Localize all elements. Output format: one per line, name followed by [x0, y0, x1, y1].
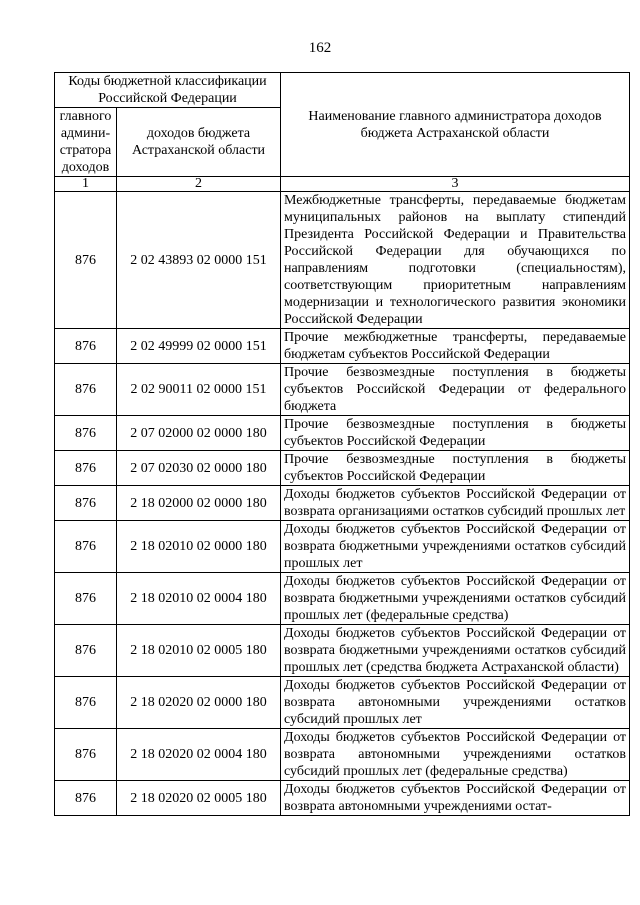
- admin-code-cell: 876: [55, 521, 117, 573]
- header-group-title: Коды бюджетной классификации Российской Федерации: [55, 73, 281, 108]
- column-number-1: 1: [55, 177, 117, 192]
- budget-code-cell: 2 07 02000 02 0000 180: [117, 416, 281, 451]
- table-row: [55, 625, 630, 677]
- admin-code-cell: 876: [55, 625, 117, 677]
- admin-code-cell: 876: [55, 677, 117, 729]
- column-number-3: 3: [281, 177, 630, 192]
- admin-code-cell: 876: [55, 573, 117, 625]
- budget-code-cell: 2 18 02000 02 0000 180: [117, 486, 281, 521]
- budget-code-cell: 2 07 02030 02 0000 180: [117, 451, 281, 486]
- budget-code-cell: 2 02 43893 02 0000 151: [117, 192, 281, 329]
- table-row: [55, 729, 630, 781]
- admin-code-cell: 876: [55, 486, 117, 521]
- admin-code-cell: 876: [55, 781, 117, 816]
- revenue-name-cell: Прочие безвозмездные поступления в бюджеты субъектов Российской Федерации от федерального бюджета: [281, 364, 630, 416]
- table-row: [55, 781, 630, 816]
- budget-code-cell: 2 18 02010 02 0005 180: [117, 625, 281, 677]
- budget-code-cell: 2 18 02020 02 0004 180: [117, 729, 281, 781]
- header-row-group: [55, 73, 630, 108]
- table-row: [55, 573, 630, 625]
- budget-classification-table: [54, 72, 630, 816]
- revenue-name-text: Доходы бюджетов субъектов Российской Федерации от возврата автономными учреждениями остат-: [284, 782, 627, 814]
- page-number: 162: [308, 40, 332, 56]
- revenue-name-cell: Доходы бюджетов субъектов Российской Федерации от возврата бюджетными учреждениями остатков субсидий прошлых лет: [281, 521, 630, 573]
- admin-code-cell: 876: [55, 729, 117, 781]
- revenue-name-cell: Прочие межбюджетные трансферты, передаваемые бюджетам субъектов Российской Федерации: [281, 329, 630, 364]
- budget-code-cell: 2 18 02010 02 0004 180: [117, 573, 281, 625]
- revenue-name-cell: Доходы бюджетов субъектов Российской Федерации от возврата бюджетными учреждениями остатков субсидий прошлых лет (средства бюджета Астраханской области): [281, 625, 630, 677]
- table-row: [55, 192, 630, 329]
- revenue-name-cell: Доходы бюджетов субъектов Российской Федерации от возврата бюджетными учреждениями остатков субсидий прошлых лет (федеральные средства): [281, 573, 630, 625]
- revenue-name-cell: Доходы бюджетов субъектов Российской Федерации от возврата автономными учреждениями остатков субсидий прошлых лет (федеральные средства): [281, 729, 630, 781]
- header-admin-column: главного админи-стратора доходов: [55, 108, 117, 177]
- admin-code-cell: 876: [55, 451, 117, 486]
- admin-code-cell: 876: [55, 416, 117, 451]
- column-number-2: 2: [117, 177, 281, 192]
- revenue-name-cell: Прочие безвозмездные поступления в бюджеты субъектов Российской Федерации: [281, 451, 630, 486]
- budget-code-cell: 2 02 49999 02 0000 151: [117, 329, 281, 364]
- table-row: [55, 364, 630, 416]
- column-number-row: [55, 177, 630, 192]
- budget-code-cell: 2 18 02010 02 0000 180: [117, 521, 281, 573]
- table-row: [55, 677, 630, 729]
- table-row: [55, 451, 630, 486]
- admin-code-cell: 876: [55, 192, 117, 329]
- table-row: [55, 329, 630, 364]
- revenue-name-cell: Прочие безвозмездные поступления в бюджеты субъектов Российской Федерации: [281, 416, 630, 451]
- table-row: [55, 521, 630, 573]
- revenue-name-cell: Доходы бюджетов субъектов Российской Федерации от возврата организациями остатков субсидий прошлых лет: [281, 486, 630, 521]
- table-row: [55, 416, 630, 451]
- admin-code-cell: 876: [55, 329, 117, 364]
- header-name-column: Наименование главного администратора доходов бюджета Астраханской области: [281, 73, 630, 177]
- budget-code-cell: 2 18 02020 02 0005 180: [117, 781, 281, 816]
- revenue-name-cell: Доходы бюджетов субъектов Российской Федерации от возврата автономными учреждениями остатков субсидий прошлых лет: [281, 677, 630, 729]
- budget-code-cell: 2 18 02020 02 0000 180: [117, 677, 281, 729]
- admin-code-cell: 876: [55, 364, 117, 416]
- budget-code-cell: 2 02 90011 02 0000 151: [117, 364, 281, 416]
- header-code-column: доходов бюджета Астраханской области: [117, 108, 281, 177]
- revenue-name-cell: [281, 781, 630, 816]
- revenue-name-cell: Межбюджетные трансферты, передаваемые бюджетам муниципальных районов на выплату стипендий Президента Российской Федерации и Правительства Российской Федерации для обучающихся по направлениям подготовки (специальностям), соответствующим приоритетным направлениям модернизации и технологического развития экономики Российской Федерации: [281, 192, 630, 329]
- table-row: [55, 486, 630, 521]
